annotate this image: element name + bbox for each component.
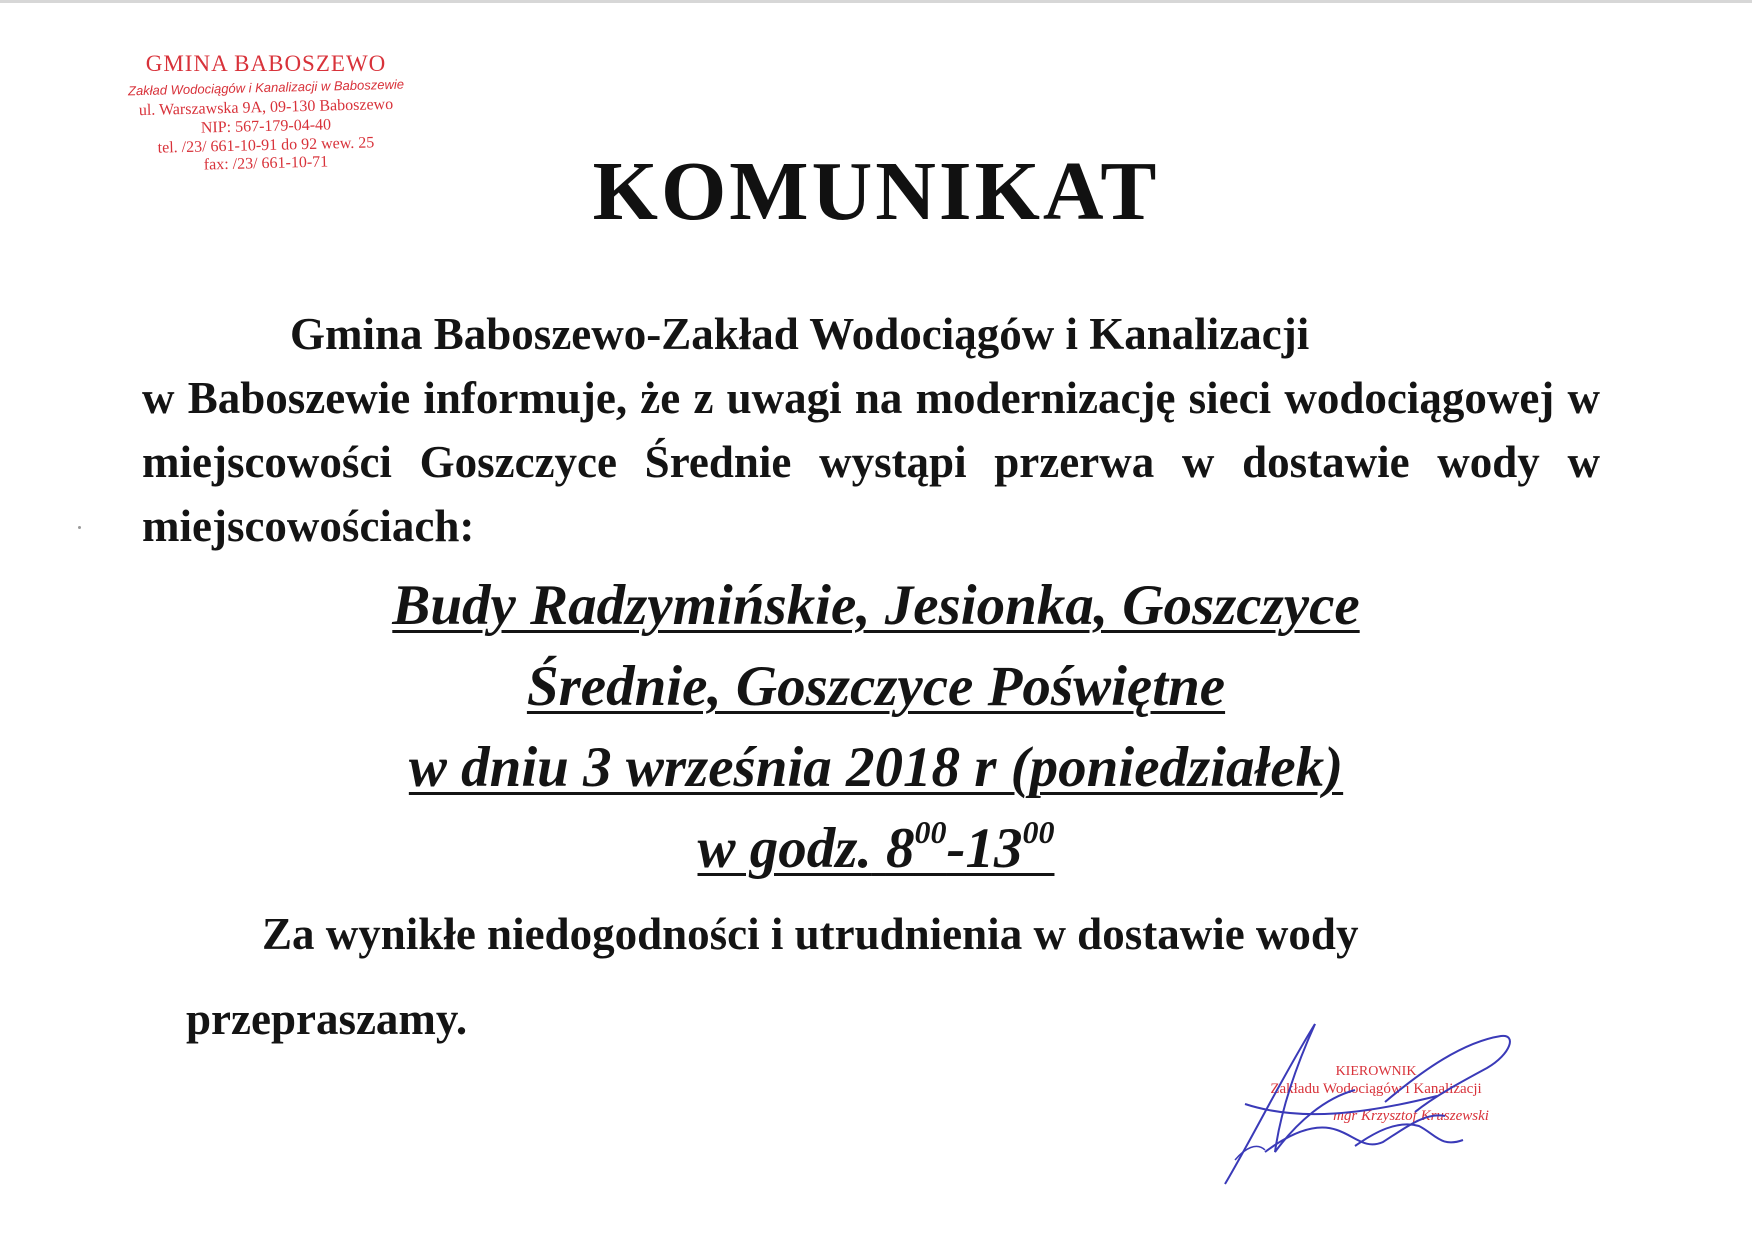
hour-end-minutes: 00: [1022, 814, 1055, 850]
hour-start-minutes: 00: [914, 814, 947, 850]
date-line: [0, 727, 1752, 808]
stamp-line-5: tel. /23/ 661-10-91 do 92 wew. 25: [157, 134, 375, 157]
places-text-2: Średnie, Goszczyce Poświętne: [526, 655, 1226, 718]
announcement-paragraph: [142, 302, 1600, 558]
handwritten-signature: [1205, 1012, 1525, 1202]
signature-stamp-unit: Zakładu Wodociągów i Kanalizacji: [1270, 1081, 1482, 1097]
scan-top-edge: [0, 0, 1752, 3]
stamp-line-1: GMINA BABOSZEWO: [145, 51, 387, 76]
page-title: KOMUNIKAT: [592, 145, 1160, 238]
scan-speck: [78, 526, 81, 529]
apology-line-2: przepraszamy.: [186, 994, 468, 1044]
stamp-line-3: ul. Warszawska 9A, 09-130 Baboszewo: [138, 95, 394, 120]
places-line-2: [0, 646, 1752, 727]
hours-line: [0, 808, 1752, 897]
stamp-line-4: NIP: 567-179-04-40: [200, 116, 332, 137]
stamp-line-6: fax: /23/ 661-10-71: [203, 153, 329, 174]
date-text: w dniu 3 września 2018 r (poniedziałek): [408, 736, 1344, 799]
hours-prefix: w godz.: [697, 817, 872, 880]
hours-separator: -: [946, 817, 966, 880]
places-text-1: Budy Radzymińskie, Jesionka, Goszczyce: [392, 574, 1360, 637]
places-line-1: [0, 565, 1752, 646]
hour-start: 8: [885, 817, 915, 880]
announcement-body: [142, 302, 1600, 558]
signature-stamp-name: mgr Krzysztof Kruszewski: [1333, 1108, 1489, 1124]
hours-text: [697, 814, 1055, 880]
announcement-line-1: Gmina Baboszewo-Zakład Wodociągów i Kanalizacji: [290, 309, 1310, 359]
announcement-rest: w Baboszewie informuje, że z uwagi na modernizację sieci wodociągowej w miejscowości Goszczyce Średnie wystąpi przerwa w dostawie wody w miejscowościach:: [142, 373, 1600, 551]
apology-line-1: Za wynikłe niedogodności i utrudnienia w dostawie wody: [262, 909, 1359, 959]
hour-end: 13: [965, 817, 1023, 880]
signature-stamp-title: KIEROWNIK: [1335, 1064, 1417, 1079]
stamp-line-2: Zakład Wodociągów i Kanalizacji w Baboszewie: [127, 76, 405, 99]
outage-details: [0, 565, 1752, 897]
